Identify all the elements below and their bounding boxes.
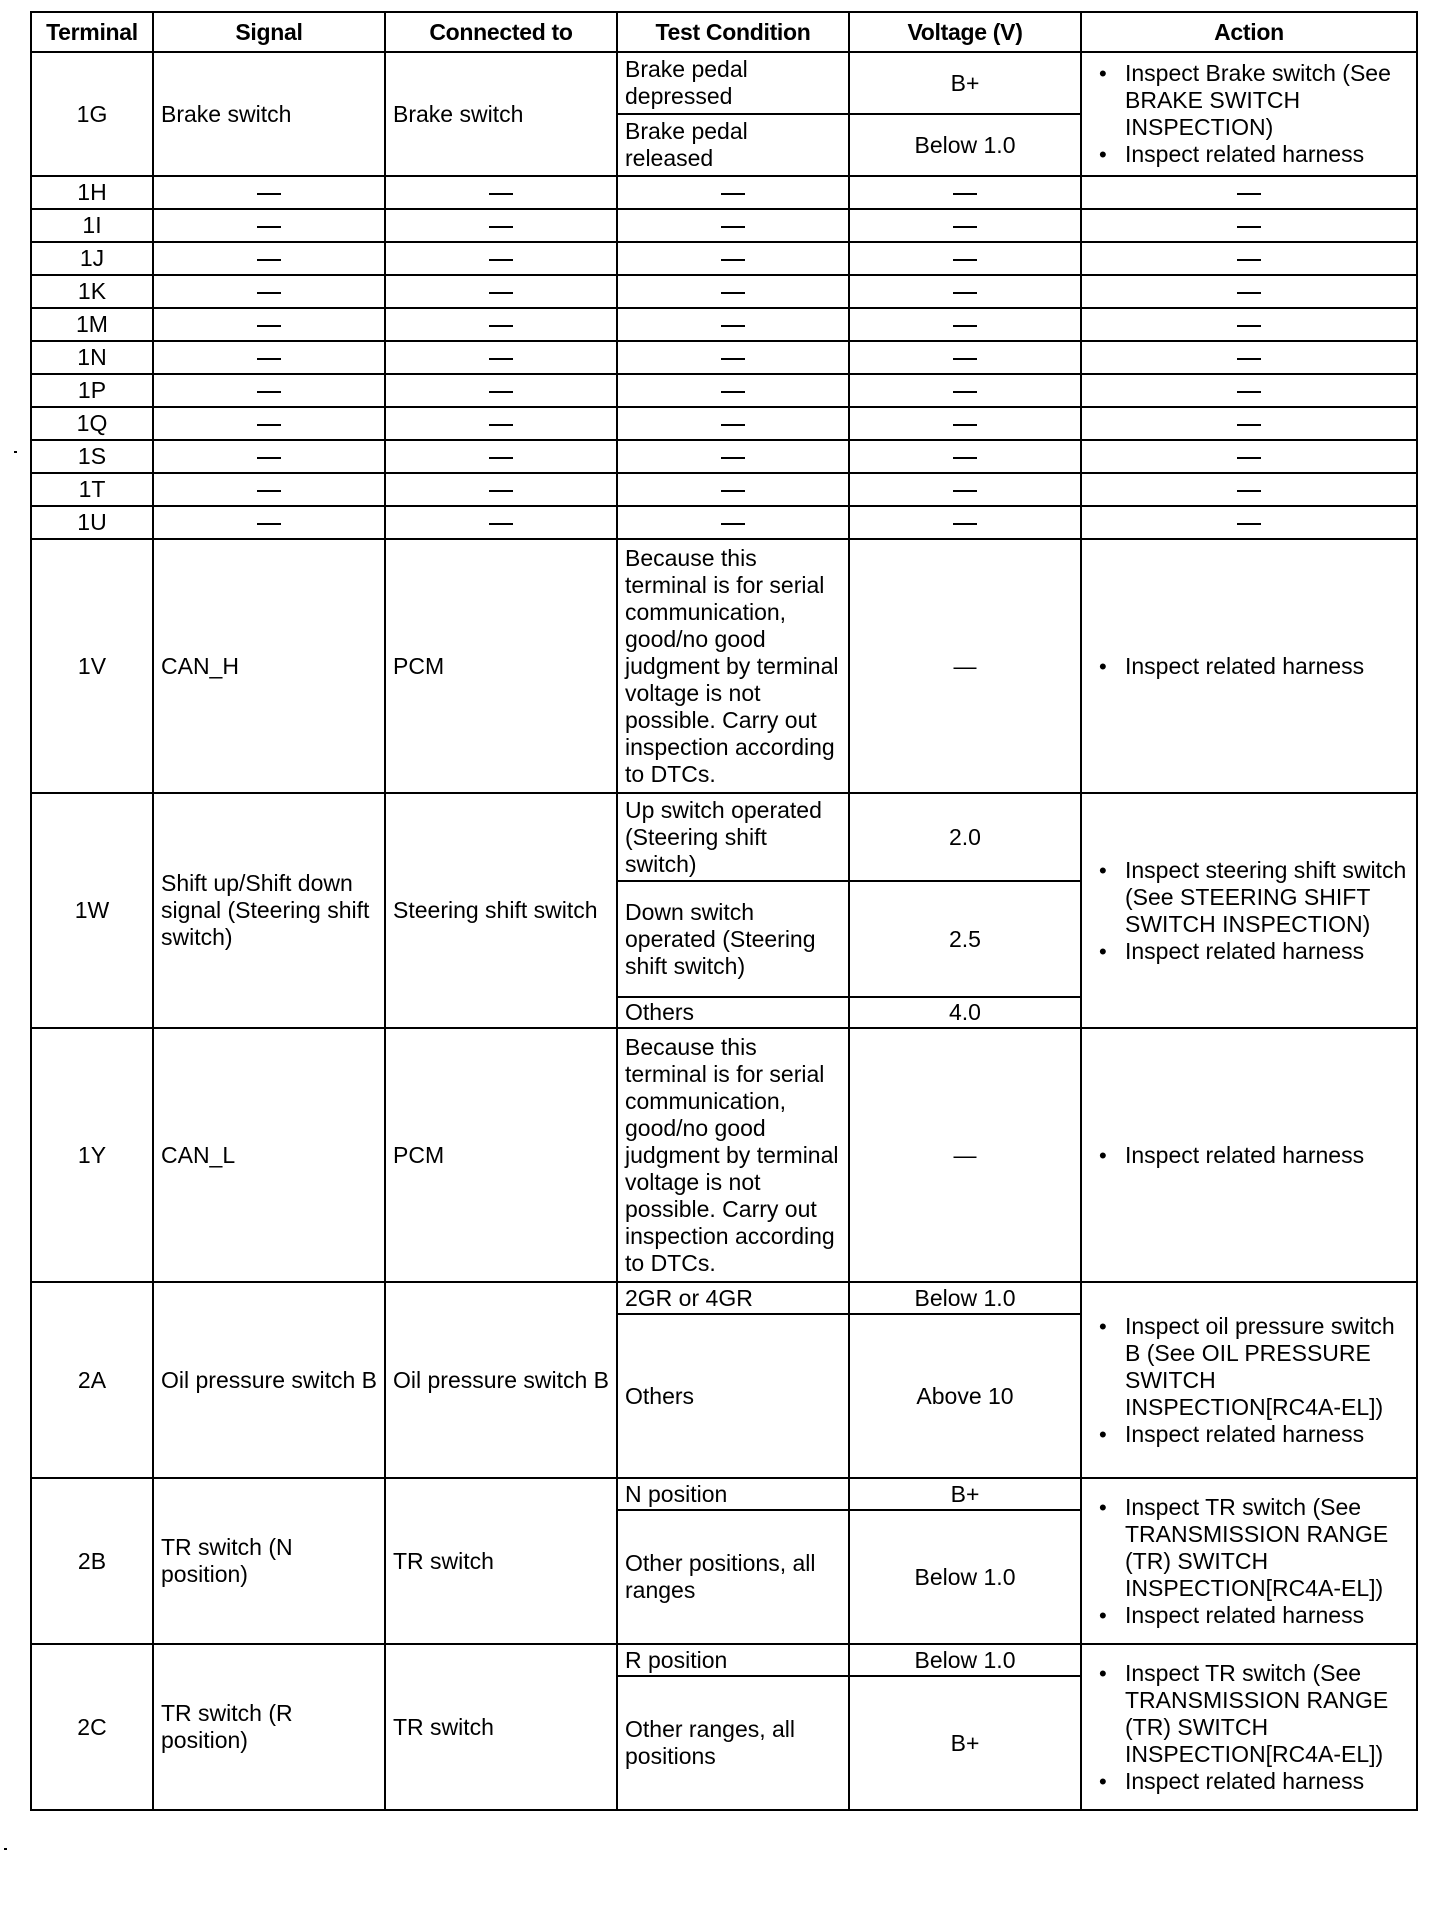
action-item: • Inspect TR switch (See TRANSMISSION RANGE (TR) SWITCH INSPECTION[RC4A-EL]) bbox=[1089, 1660, 1409, 1768]
terminal-cell: 1K bbox=[31, 275, 153, 308]
terminal-cell: 1Y bbox=[31, 1028, 153, 1282]
table-row-1M bbox=[31, 308, 1417, 341]
terminal-voltage-table bbox=[30, 11, 1418, 1811]
condition-cell: N position bbox=[617, 1478, 849, 1510]
connected-to-cell bbox=[385, 440, 617, 473]
dash-mark bbox=[953, 424, 977, 426]
action-cell bbox=[1081, 506, 1417, 539]
connected-to-cell: TR switch bbox=[385, 1478, 617, 1644]
terminal-cell: 1S bbox=[31, 440, 153, 473]
dash-mark bbox=[953, 325, 977, 327]
table-header-row bbox=[31, 12, 1417, 52]
voltage-cell bbox=[849, 506, 1081, 539]
action-cell bbox=[1081, 1478, 1417, 1644]
action-item: • Inspect related harness bbox=[1089, 1142, 1409, 1169]
voltage-cell: Below 1.0 bbox=[849, 114, 1081, 176]
voltage-cell: Below 1.0 bbox=[849, 1510, 1081, 1644]
dash-mark bbox=[257, 523, 281, 525]
action-cell bbox=[1081, 341, 1417, 374]
action-cell bbox=[1081, 52, 1417, 176]
dash-mark bbox=[953, 259, 977, 261]
voltage-cell: Below 1.0 bbox=[849, 1282, 1081, 1314]
condition-cell bbox=[617, 242, 849, 275]
table-row-1J bbox=[31, 242, 1417, 275]
condition-cell: Other ranges, all positions bbox=[617, 1676, 849, 1810]
signal-cell bbox=[153, 176, 385, 209]
terminal-cell: 1T bbox=[31, 473, 153, 506]
voltage-cell bbox=[849, 374, 1081, 407]
signal-cell: CAN_H bbox=[153, 539, 385, 793]
table-row-1U bbox=[31, 506, 1417, 539]
connected-to-cell: Brake switch bbox=[385, 52, 617, 176]
voltage-cell bbox=[849, 242, 1081, 275]
dash-mark bbox=[1237, 226, 1261, 228]
condition-cell: Brake pedal depressed bbox=[617, 52, 849, 114]
action-item: • Inspect related harness bbox=[1089, 938, 1409, 965]
dash-mark bbox=[721, 523, 745, 525]
dash-mark bbox=[1237, 391, 1261, 393]
condition-cell: Up switch operated (Steering shift switch) bbox=[617, 793, 849, 881]
table-row-1I bbox=[31, 209, 1417, 242]
action-cell bbox=[1081, 209, 1417, 242]
dash-mark bbox=[489, 457, 513, 459]
voltage-cell: 4.0 bbox=[849, 997, 1081, 1028]
dash-mark bbox=[953, 292, 977, 294]
dash-mark bbox=[721, 193, 745, 195]
connected-to-cell: PCM bbox=[385, 1028, 617, 1282]
terminal-cell: 1G bbox=[31, 52, 153, 176]
dash-mark bbox=[1237, 193, 1261, 195]
signal-cell: TR switch (N position) bbox=[153, 1478, 385, 1644]
dash-mark bbox=[489, 391, 513, 393]
dash-mark bbox=[721, 325, 745, 327]
header-signal: Signal bbox=[153, 12, 385, 52]
connected-to-cell: Steering shift switch bbox=[385, 793, 617, 1028]
voltage-cell: Above 10 bbox=[849, 1314, 1081, 1478]
connected-to-cell bbox=[385, 308, 617, 341]
table-row-1H bbox=[31, 176, 1417, 209]
voltage-cell: — bbox=[849, 1028, 1081, 1282]
scan-speck bbox=[14, 451, 17, 453]
dash-mark bbox=[489, 292, 513, 294]
voltage-cell bbox=[849, 308, 1081, 341]
condition-cell: Others bbox=[617, 1314, 849, 1478]
connected-to-cell bbox=[385, 176, 617, 209]
dash-mark bbox=[489, 259, 513, 261]
condition-cell: Because this terminal is for serial communication, good/no good judgment by terminal voltage is not possible. Carry out inspection according to DTCs. bbox=[617, 1028, 849, 1282]
dash-mark bbox=[489, 358, 513, 360]
voltage-cell bbox=[849, 407, 1081, 440]
action-cell bbox=[1081, 1644, 1417, 1810]
condition-cell bbox=[617, 341, 849, 374]
signal-cell bbox=[153, 209, 385, 242]
condition-cell: R position bbox=[617, 1644, 849, 1676]
dash-mark bbox=[257, 292, 281, 294]
connected-to-cell: TR switch bbox=[385, 1644, 617, 1810]
dash-mark bbox=[721, 226, 745, 228]
document-page bbox=[30, 11, 1416, 1811]
signal-cell: Shift up/Shift down signal (Steering shift switch) bbox=[153, 793, 385, 1028]
dash-mark bbox=[953, 358, 977, 360]
dash-mark bbox=[257, 457, 281, 459]
connected-to-cell bbox=[385, 209, 617, 242]
dash-mark bbox=[257, 358, 281, 360]
action-cell bbox=[1081, 1028, 1417, 1282]
action-item: • Inspect related harness bbox=[1089, 1768, 1409, 1795]
dash-mark bbox=[489, 490, 513, 492]
header-terminal: Terminal bbox=[31, 12, 153, 52]
header-action: Action bbox=[1081, 12, 1417, 52]
condition-cell: Others bbox=[617, 997, 849, 1028]
header-voltage: Voltage (V) bbox=[849, 12, 1081, 52]
table-row-1W bbox=[31, 793, 1417, 881]
condition-cell: Because this terminal is for serial communication, good/no good judgment by terminal voltage is not possible. Carry out inspection according to DTCs. bbox=[617, 539, 849, 793]
action-cell bbox=[1081, 793, 1417, 1028]
dash-mark bbox=[257, 259, 281, 261]
condition-cell bbox=[617, 473, 849, 506]
connected-to-cell bbox=[385, 407, 617, 440]
condition-cell bbox=[617, 407, 849, 440]
action-cell bbox=[1081, 539, 1417, 793]
terminal-cell: 1V bbox=[31, 539, 153, 793]
dash-mark bbox=[1237, 259, 1261, 261]
signal-cell: Oil pressure switch B bbox=[153, 1282, 385, 1478]
table-row-1Y bbox=[31, 1028, 1417, 1282]
voltage-cell bbox=[849, 440, 1081, 473]
signal-cell bbox=[153, 275, 385, 308]
signal-cell bbox=[153, 341, 385, 374]
terminal-cell: 1I bbox=[31, 209, 153, 242]
condition-cell: Other positions, all ranges bbox=[617, 1510, 849, 1644]
dash-mark bbox=[953, 490, 977, 492]
dash-mark bbox=[489, 226, 513, 228]
table-row-1Q bbox=[31, 407, 1417, 440]
dash-mark bbox=[1237, 325, 1261, 327]
voltage-cell: — bbox=[849, 539, 1081, 793]
table-row-1N bbox=[31, 341, 1417, 374]
action-item: • Inspect related harness bbox=[1089, 653, 1409, 680]
action-cell bbox=[1081, 176, 1417, 209]
dash-mark bbox=[257, 391, 281, 393]
voltage-cell: Below 1.0 bbox=[849, 1644, 1081, 1676]
dash-mark bbox=[721, 391, 745, 393]
voltage-cell bbox=[849, 209, 1081, 242]
table-row-2A bbox=[31, 1282, 1417, 1314]
connected-to-cell bbox=[385, 341, 617, 374]
dash-mark bbox=[721, 490, 745, 492]
action-item: • Inspect Brake switch (See BRAKE SWITCH INSPECTION) bbox=[1089, 60, 1409, 141]
action-cell bbox=[1081, 374, 1417, 407]
scan-speck bbox=[4, 1848, 7, 1850]
signal-cell bbox=[153, 407, 385, 440]
voltage-cell: 2.0 bbox=[849, 793, 1081, 881]
dash-mark bbox=[257, 193, 281, 195]
dash-mark bbox=[953, 391, 977, 393]
header-test-condition: Test Condition bbox=[617, 12, 849, 52]
condition-cell bbox=[617, 275, 849, 308]
dash-mark bbox=[489, 523, 513, 525]
signal-cell: CAN_L bbox=[153, 1028, 385, 1282]
table-row-1P bbox=[31, 374, 1417, 407]
dash-mark bbox=[257, 424, 281, 426]
dash-mark bbox=[721, 259, 745, 261]
connected-to-cell bbox=[385, 374, 617, 407]
dash-mark bbox=[257, 490, 281, 492]
dash-mark bbox=[1237, 358, 1261, 360]
signal-cell bbox=[153, 473, 385, 506]
voltage-cell bbox=[849, 176, 1081, 209]
terminal-cell: 1W bbox=[31, 793, 153, 1028]
terminal-cell: 1N bbox=[31, 341, 153, 374]
connected-to-cell: Oil pressure switch B bbox=[385, 1282, 617, 1478]
condition-cell bbox=[617, 440, 849, 473]
signal-cell: TR switch (R position) bbox=[153, 1644, 385, 1810]
table-row-2C bbox=[31, 1644, 1417, 1676]
table-row-1V bbox=[31, 539, 1417, 793]
table-row-1K bbox=[31, 275, 1417, 308]
condition-cell bbox=[617, 308, 849, 341]
dash-mark bbox=[721, 358, 745, 360]
table-row-2B bbox=[31, 1478, 1417, 1510]
voltage-cell bbox=[849, 275, 1081, 308]
terminal-cell: 1J bbox=[31, 242, 153, 275]
action-cell bbox=[1081, 308, 1417, 341]
dash-mark bbox=[489, 193, 513, 195]
dash-mark bbox=[1237, 292, 1261, 294]
connected-to-cell bbox=[385, 506, 617, 539]
dash-mark bbox=[1237, 523, 1261, 525]
connected-to-cell bbox=[385, 275, 617, 308]
signal-cell bbox=[153, 374, 385, 407]
signal-cell: Brake switch bbox=[153, 52, 385, 176]
connected-to-cell: PCM bbox=[385, 539, 617, 793]
table-row-1G bbox=[31, 52, 1417, 114]
condition-cell bbox=[617, 176, 849, 209]
condition-cell: Brake pedal released bbox=[617, 114, 849, 176]
terminal-cell: 1U bbox=[31, 506, 153, 539]
voltage-cell: B+ bbox=[849, 52, 1081, 114]
terminal-cell: 1Q bbox=[31, 407, 153, 440]
dash-mark bbox=[953, 457, 977, 459]
table-row-1S bbox=[31, 440, 1417, 473]
dash-mark bbox=[953, 226, 977, 228]
dash-mark bbox=[489, 325, 513, 327]
terminal-cell: 1P bbox=[31, 374, 153, 407]
terminal-cell: 2C bbox=[31, 1644, 153, 1810]
header-connected-to: Connected to bbox=[385, 12, 617, 52]
voltage-cell bbox=[849, 341, 1081, 374]
dash-mark bbox=[489, 424, 513, 426]
table-row-1T bbox=[31, 473, 1417, 506]
dash-mark bbox=[721, 457, 745, 459]
dash-mark bbox=[257, 226, 281, 228]
voltage-cell bbox=[849, 473, 1081, 506]
action-item: • Inspect related harness bbox=[1089, 1602, 1409, 1629]
dash-mark bbox=[1237, 424, 1261, 426]
dash-mark bbox=[721, 424, 745, 426]
terminal-cell: 1M bbox=[31, 308, 153, 341]
action-cell bbox=[1081, 473, 1417, 506]
voltage-cell: B+ bbox=[849, 1478, 1081, 1510]
action-cell bbox=[1081, 242, 1417, 275]
action-item: • Inspect steering shift switch (See STEERING SHIFT SWITCH INSPECTION) bbox=[1089, 857, 1409, 938]
condition-cell bbox=[617, 506, 849, 539]
dash-mark bbox=[721, 292, 745, 294]
voltage-cell: 2.5 bbox=[849, 881, 1081, 997]
voltage-cell: B+ bbox=[849, 1676, 1081, 1810]
action-item: • Inspect oil pressure switch B (See OIL PRESSURE SWITCH INSPECTION[RC4A-EL]) bbox=[1089, 1313, 1409, 1421]
condition-cell bbox=[617, 209, 849, 242]
signal-cell bbox=[153, 242, 385, 275]
dash-mark bbox=[953, 193, 977, 195]
signal-cell bbox=[153, 308, 385, 341]
action-cell bbox=[1081, 407, 1417, 440]
signal-cell bbox=[153, 440, 385, 473]
action-cell bbox=[1081, 275, 1417, 308]
condition-cell: 2GR or 4GR bbox=[617, 1282, 849, 1314]
terminal-cell: 2A bbox=[31, 1282, 153, 1478]
action-item: • Inspect related harness bbox=[1089, 1421, 1409, 1448]
dash-mark bbox=[1237, 457, 1261, 459]
dash-mark bbox=[1237, 490, 1261, 492]
action-item: • Inspect TR switch (See TRANSMISSION RANGE (TR) SWITCH INSPECTION[RC4A-EL]) bbox=[1089, 1494, 1409, 1602]
action-cell bbox=[1081, 440, 1417, 473]
action-cell bbox=[1081, 1282, 1417, 1478]
connected-to-cell bbox=[385, 473, 617, 506]
terminal-cell: 2B bbox=[31, 1478, 153, 1644]
dash-mark bbox=[953, 523, 977, 525]
terminal-cell: 1H bbox=[31, 176, 153, 209]
condition-cell bbox=[617, 374, 849, 407]
condition-cell: Down switch operated (Steering shift switch) bbox=[617, 881, 849, 997]
dash-mark bbox=[257, 325, 281, 327]
action-item: • Inspect related harness bbox=[1089, 141, 1409, 168]
signal-cell bbox=[153, 506, 385, 539]
connected-to-cell bbox=[385, 242, 617, 275]
